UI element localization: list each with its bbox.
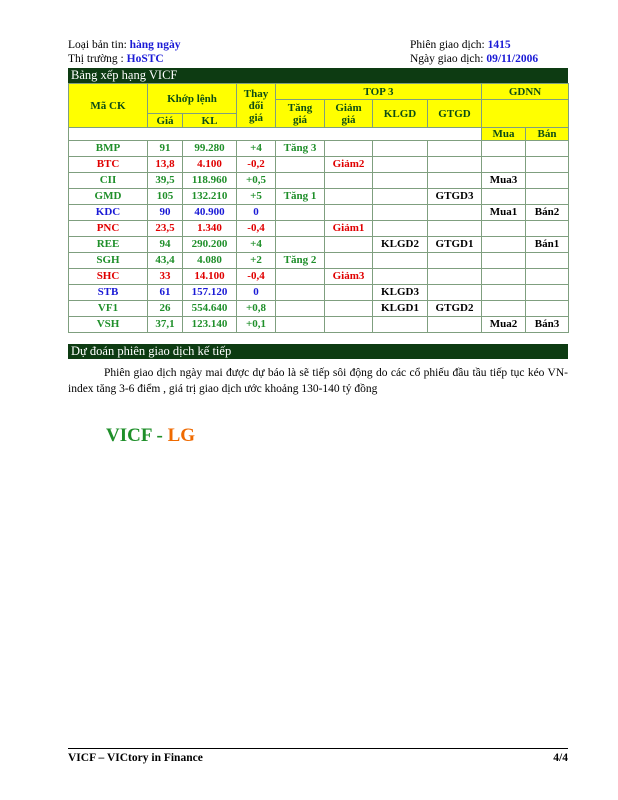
- cell-sell: [526, 285, 569, 301]
- cell-change: -0,4: [237, 269, 276, 285]
- cell-buy: [482, 253, 526, 269]
- bulletin-type-label: Loại bản tin:: [68, 39, 130, 51]
- table-row: [69, 237, 569, 253]
- header-left: [68, 38, 180, 66]
- cell-volume: 554.640: [183, 301, 237, 317]
- cell-gtgd: GTGD3: [428, 189, 482, 205]
- col-change-line3: giá: [248, 111, 264, 124]
- cell-volume: 132.210: [183, 189, 237, 205]
- col-change-line2: đổi: [248, 99, 264, 112]
- cell-ticker: VSH: [69, 317, 148, 333]
- cell-change: +4: [237, 141, 276, 157]
- cell-ticker: VF1: [69, 301, 148, 317]
- col-gdnn-spacer: [482, 100, 569, 128]
- col-gtgd: GTGD: [428, 100, 482, 128]
- cell-decrease: [325, 285, 373, 301]
- col-ticker: Mã CK: [69, 84, 148, 128]
- cell-change: +2: [237, 253, 276, 269]
- cell-change: 0: [237, 285, 276, 301]
- cell-increase: [276, 285, 325, 301]
- cell-decrease: [325, 173, 373, 189]
- header-fill: [69, 128, 482, 141]
- cell-volume: 290.200: [183, 237, 237, 253]
- cell-sell: [526, 221, 569, 237]
- cell-ticker: BTC: [69, 157, 148, 173]
- cell-increase: [276, 173, 325, 189]
- cell-klgd: [373, 317, 428, 333]
- cell-klgd: [373, 173, 428, 189]
- cell-gtgd: [428, 253, 482, 269]
- col-sell: Bán: [526, 128, 569, 141]
- cell-ticker: CII: [69, 173, 148, 189]
- cell-increase: [276, 237, 325, 253]
- col-decrease: [325, 100, 373, 128]
- table-row: [69, 317, 569, 333]
- col-change: [237, 84, 276, 128]
- col-buy: Mua: [482, 128, 526, 141]
- date-label: Ngày giao dịch:: [410, 53, 487, 65]
- cell-change: +5: [237, 189, 276, 205]
- cell-increase: [276, 317, 325, 333]
- table-row: [69, 141, 569, 157]
- signature-part2: LG: [167, 425, 196, 446]
- header-right: [410, 38, 538, 66]
- cell-sell: [526, 189, 569, 205]
- cell-increase: [276, 269, 325, 285]
- cell-sell: [526, 301, 569, 317]
- cell-increase: Tăng 2: [276, 253, 325, 269]
- table-row: [69, 285, 569, 301]
- cell-decrease: Giảm3: [325, 269, 373, 285]
- cell-gtgd: [428, 269, 482, 285]
- cell-gtgd: [428, 221, 482, 237]
- cell-increase: Tăng 1: [276, 189, 325, 205]
- cell-volume: 4.080: [183, 253, 237, 269]
- cell-change: -0,4: [237, 221, 276, 237]
- bulletin-type-value: hàng ngày: [129, 39, 181, 51]
- cell-buy: [482, 301, 526, 317]
- signature-logo: [106, 425, 195, 447]
- cell-ticker: PNC: [69, 221, 148, 237]
- cell-volume: 14.100: [183, 269, 237, 285]
- forecast-title-bar: [68, 344, 568, 359]
- table-row: [69, 157, 569, 173]
- forecast-title: Dự đoán phiên giao dịch kế tiếp: [71, 344, 232, 358]
- cell-sell: [526, 269, 569, 285]
- cell-change: +0,5: [237, 173, 276, 189]
- cell-sell: [526, 173, 569, 189]
- footer-page: 4/4: [553, 752, 568, 764]
- session-value: 1415: [487, 39, 511, 51]
- cell-price: 61: [148, 285, 183, 301]
- cell-ticker: SGH: [69, 253, 148, 269]
- cell-klgd: [373, 189, 428, 205]
- cell-klgd: KLGD3: [373, 285, 428, 301]
- cell-volume: 118.960: [183, 173, 237, 189]
- table-row: [69, 173, 569, 189]
- cell-decrease: [325, 317, 373, 333]
- cell-volume: 4.100: [183, 157, 237, 173]
- cell-buy: [482, 285, 526, 301]
- cell-gtgd: [428, 157, 482, 173]
- cell-decrease: [325, 141, 373, 157]
- cell-buy: [482, 141, 526, 157]
- cell-buy: Mua1: [482, 205, 526, 221]
- cell-sell: Bán2: [526, 205, 569, 221]
- cell-gtgd: [428, 285, 482, 301]
- cell-price: 23,5: [148, 221, 183, 237]
- col-increase-line1: Tăng: [287, 101, 313, 114]
- footer-divider: [68, 748, 568, 749]
- cell-increase: [276, 301, 325, 317]
- col-klgd: KLGD: [373, 100, 428, 128]
- cell-sell: [526, 141, 569, 157]
- session-label: Phiên giao dịch:: [410, 39, 488, 51]
- cell-ticker: REE: [69, 237, 148, 253]
- col-top3: TOP 3: [276, 84, 482, 100]
- cell-buy: Mua3: [482, 173, 526, 189]
- cell-change: +0,1: [237, 317, 276, 333]
- cell-buy: [482, 269, 526, 285]
- col-increase-line2: giá: [292, 113, 308, 126]
- cell-change: +4: [237, 237, 276, 253]
- cell-gtgd: GTGD2: [428, 301, 482, 317]
- cell-volume: 1.340: [183, 221, 237, 237]
- table-row: [69, 189, 569, 205]
- cell-buy: [482, 221, 526, 237]
- cell-decrease: [325, 253, 373, 269]
- cell-buy: [482, 237, 526, 253]
- cell-sell: [526, 253, 569, 269]
- col-gdnn: GDNN: [482, 84, 569, 100]
- cell-decrease: Giảm1: [325, 221, 373, 237]
- cell-volume: 157.120: [183, 285, 237, 301]
- col-matched: Khớp lệnh: [148, 84, 237, 114]
- cell-ticker: SHC: [69, 269, 148, 285]
- cell-klgd: KLGD1: [373, 301, 428, 317]
- cell-price: 94: [148, 237, 183, 253]
- col-decrease-line1: Giảm: [335, 101, 362, 114]
- cell-volume: 123.140: [183, 317, 237, 333]
- cell-price: 105: [148, 189, 183, 205]
- forecast-text: Phiên giao dịch ngày mai được dự báo là sẽ tiếp sôi động do các cổ phiếu đầu tầu tiếp tục kéo VN-index tăng 3-6 điểm , giá trị giao dịch ước khoảng 130-140 tỷ đồng: [68, 367, 568, 395]
- table-row: [69, 253, 569, 269]
- cell-ticker: BMP: [69, 141, 148, 157]
- footer-brand: VICF – VICtory in Finance: [68, 752, 203, 764]
- cell-decrease: [325, 205, 373, 221]
- cell-klgd: [373, 269, 428, 285]
- cell-price: 26: [148, 301, 183, 317]
- cell-gtgd: GTGD1: [428, 237, 482, 253]
- col-change-line1: Thay: [243, 87, 269, 100]
- cell-sell: [526, 157, 569, 173]
- cell-buy: [482, 157, 526, 173]
- signature-part1: VICF -: [106, 425, 168, 446]
- cell-increase: Tăng 3: [276, 141, 325, 157]
- date-value: 09/11/2006: [486, 53, 539, 65]
- cell-change: -0,2: [237, 157, 276, 173]
- table-row: [69, 301, 569, 317]
- cell-klgd: [373, 141, 428, 157]
- cell-gtgd: [428, 317, 482, 333]
- cell-gtgd: [428, 141, 482, 157]
- ranking-title-bar: [68, 68, 568, 83]
- cell-decrease: [325, 237, 373, 253]
- col-price: Giá: [148, 114, 183, 128]
- table-row: [69, 221, 569, 237]
- cell-volume: 40.900: [183, 205, 237, 221]
- col-increase: [276, 100, 325, 128]
- cell-sell: Bán1: [526, 237, 569, 253]
- cell-ticker: KDC: [69, 205, 148, 221]
- cell-price: 37,1: [148, 317, 183, 333]
- cell-ticker: GMD: [69, 189, 148, 205]
- cell-price: 91: [148, 141, 183, 157]
- cell-increase: [276, 157, 325, 173]
- cell-price: 90: [148, 205, 183, 221]
- cell-volume: 99.280: [183, 141, 237, 157]
- cell-price: 33: [148, 269, 183, 285]
- ranking-title: Bảng xếp hạng VICF: [71, 68, 178, 82]
- cell-price: 13,8: [148, 157, 183, 173]
- cell-change: +0,8: [237, 301, 276, 317]
- cell-buy: Mua2: [482, 317, 526, 333]
- cell-klgd: [373, 221, 428, 237]
- cell-increase: [276, 205, 325, 221]
- market-label: Thị trường :: [68, 53, 127, 65]
- cell-change: 0: [237, 205, 276, 221]
- cell-decrease: [325, 189, 373, 205]
- cell-ticker: STB: [69, 285, 148, 301]
- cell-decrease: Giảm2: [325, 157, 373, 173]
- cell-buy: [482, 189, 526, 205]
- cell-klgd: [373, 253, 428, 269]
- forecast-paragraph: [68, 365, 568, 397]
- cell-sell: Bán3: [526, 317, 569, 333]
- cell-klgd: [373, 205, 428, 221]
- cell-increase: [276, 221, 325, 237]
- cell-price: 39,5: [148, 173, 183, 189]
- cell-klgd: KLGD2: [373, 237, 428, 253]
- table-row: [69, 205, 569, 221]
- cell-price: 43,4: [148, 253, 183, 269]
- table-row: [69, 269, 569, 285]
- ranking-table: [68, 83, 569, 333]
- col-volume: KL: [183, 114, 237, 128]
- cell-gtgd: [428, 205, 482, 221]
- market-value: HoSTC: [126, 53, 164, 65]
- cell-decrease: [325, 301, 373, 317]
- cell-klgd: [373, 157, 428, 173]
- col-decrease-line2: giá: [341, 113, 356, 126]
- cell-gtgd: [428, 173, 482, 189]
